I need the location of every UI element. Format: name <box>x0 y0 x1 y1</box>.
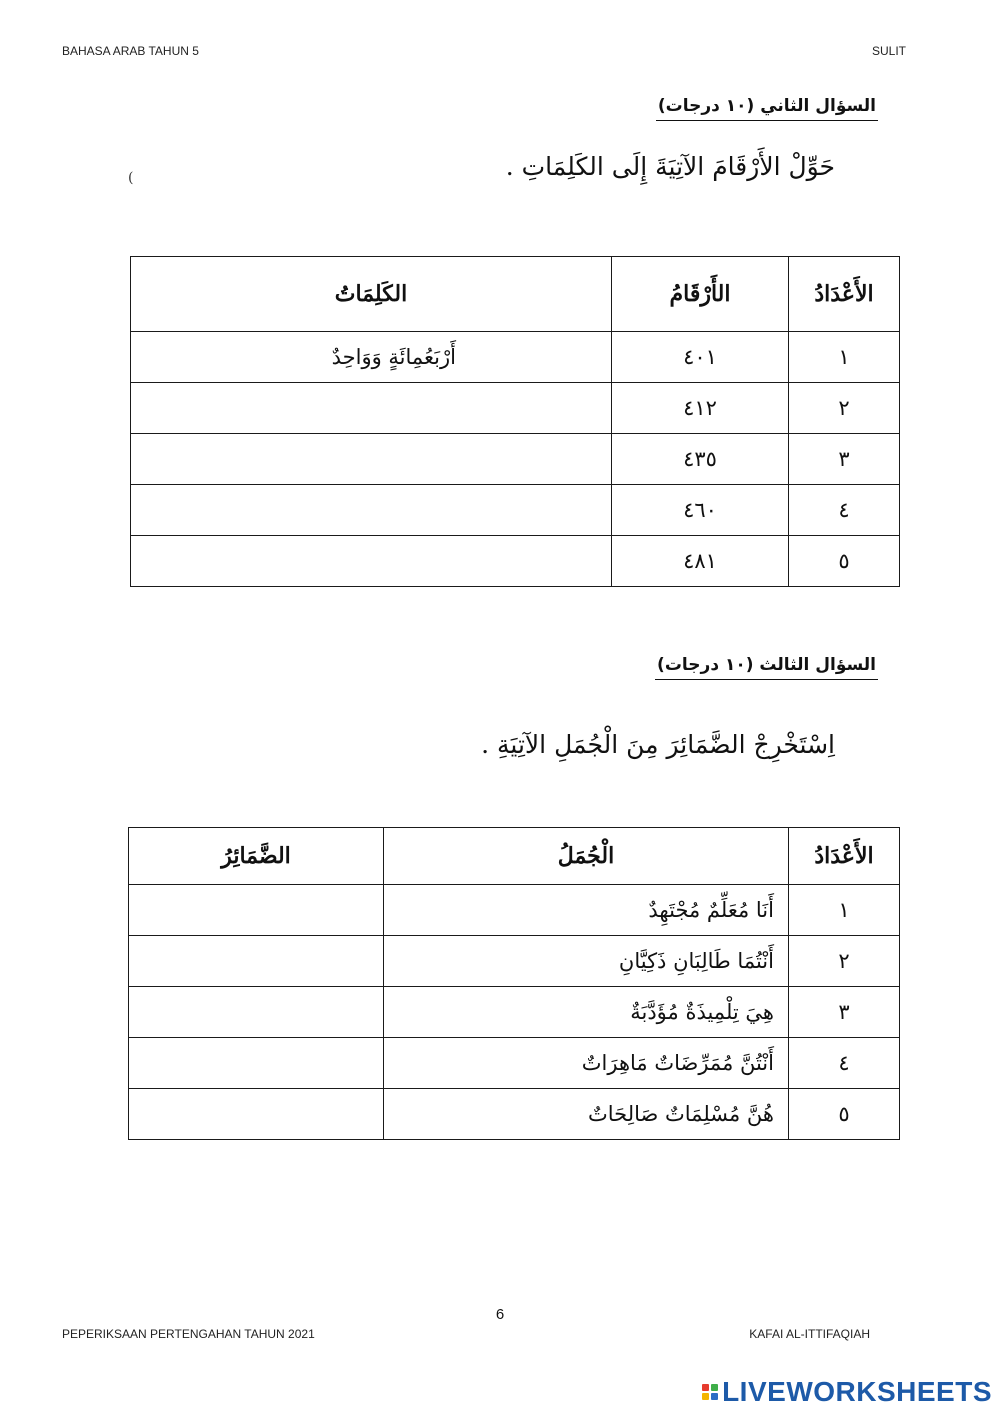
row-number: ٢ <box>789 383 900 434</box>
brand-logo <box>702 1376 992 1408</box>
row-sentence: هِيَ تِلْمِيذَةٌ مُؤَدَّبَةٌ <box>384 987 789 1038</box>
q3-header-pronouns: الضَّمَائِرُ <box>129 828 384 885</box>
table-row <box>129 936 900 987</box>
row-number: ١ <box>789 885 900 936</box>
logo-square <box>702 1393 709 1400</box>
row-sentence: هُنَّ مُسْلِمَاتٌ صَالِحَاتٌ <box>384 1089 789 1140</box>
row-sentence: أَنْتُمَا طَالِبَانِ ذَكِيَّانِ <box>384 936 789 987</box>
table-row <box>129 987 900 1038</box>
row-sentence: أَنَا مُعَلِّمٌ مُجْتَهِدٌ <box>384 885 789 936</box>
header-left: BAHASA ARAB TAHUN 5 <box>62 44 199 58</box>
q3-header-number: الأَعْدَادُ <box>789 828 900 885</box>
table-row <box>129 1089 900 1140</box>
answer-field[interactable] <box>129 936 384 987</box>
q2-header-number: الأَعْدَادُ <box>789 257 900 332</box>
q2-header-digits: الأَرْقَامُ <box>612 257 789 332</box>
q3-instruction: اِسْتَخْرِجْ الضَّمَائِرَ مِنَ الْجُمَلِ الآتِيَةِ . <box>481 730 835 759</box>
table-row <box>131 485 900 536</box>
q2-table <box>130 256 900 587</box>
footer-right: KAFAI AL-ITTIFAQIAH <box>749 1327 870 1341</box>
q2-header-words: الكَلِمَاتُ <box>131 257 612 332</box>
footer-left: PEPERIKSAAN PERTENGAHAN TAHUN 2021 <box>62 1327 315 1341</box>
row-number: ٥ <box>789 1089 900 1140</box>
row-digits: ٤١٢ <box>612 383 789 434</box>
answer-field[interactable] <box>129 1038 384 1089</box>
answer-field[interactable] <box>129 987 384 1038</box>
answer-field[interactable] <box>129 1089 384 1140</box>
answer-field[interactable] <box>131 383 612 434</box>
stray-mark: ( <box>128 170 134 186</box>
row-number: ٥ <box>789 536 900 587</box>
table-row <box>131 434 900 485</box>
row-sentence: أَنْتُنَّ مُمَرِّضَاتٌ مَاهِرَاتٌ <box>384 1038 789 1089</box>
row-number: ٤ <box>789 485 900 536</box>
q3-title: السؤال الثالث (١٠ درجات) <box>655 655 878 680</box>
header-right: SULIT <box>871 44 906 58</box>
answer-field[interactable] <box>131 434 612 485</box>
table-row <box>129 885 900 936</box>
table-row <box>131 536 900 587</box>
q2-header-row <box>131 257 900 332</box>
answer-field[interactable] <box>129 885 384 936</box>
liveworksheets-logo-icon <box>702 1384 718 1400</box>
table-row <box>129 1038 900 1089</box>
logo-square <box>702 1384 709 1391</box>
row-digits: ٤٠١ <box>612 332 789 383</box>
row-number: ١ <box>789 332 900 383</box>
row-digits: ٤٨١ <box>612 536 789 587</box>
row-digits: ٤٦٠ <box>612 485 789 536</box>
row-number: ٤ <box>789 1038 900 1089</box>
answer-field[interactable] <box>131 485 612 536</box>
q3-header-sentences: الْجُمَلُ <box>384 828 789 885</box>
q2-title: السؤال الثاني (١٠ درجات) <box>656 96 878 121</box>
q2-instruction: حَوِّلْ الأَرْقَامَ الآتِيَةَ إِلَى الكَلِمَاتِ . <box>505 152 835 181</box>
page-number: 6 <box>495 1306 505 1323</box>
logo-square <box>711 1384 718 1391</box>
logo-square <box>711 1393 718 1400</box>
q3-header-row <box>129 828 900 885</box>
row-number: ٣ <box>789 987 900 1038</box>
q3-table <box>128 827 900 1140</box>
brand-text: LIVEWORKSHEETS <box>722 1376 992 1407</box>
row-digits: ٤٣٥ <box>612 434 789 485</box>
row-number: ٣ <box>789 434 900 485</box>
table-row <box>131 332 900 383</box>
table-row <box>131 383 900 434</box>
answer-field[interactable]: أَرْبَعُمِائَةٍ وَوَاحِدٌ <box>131 332 612 383</box>
answer-field[interactable] <box>131 536 612 587</box>
row-number: ٢ <box>789 936 900 987</box>
